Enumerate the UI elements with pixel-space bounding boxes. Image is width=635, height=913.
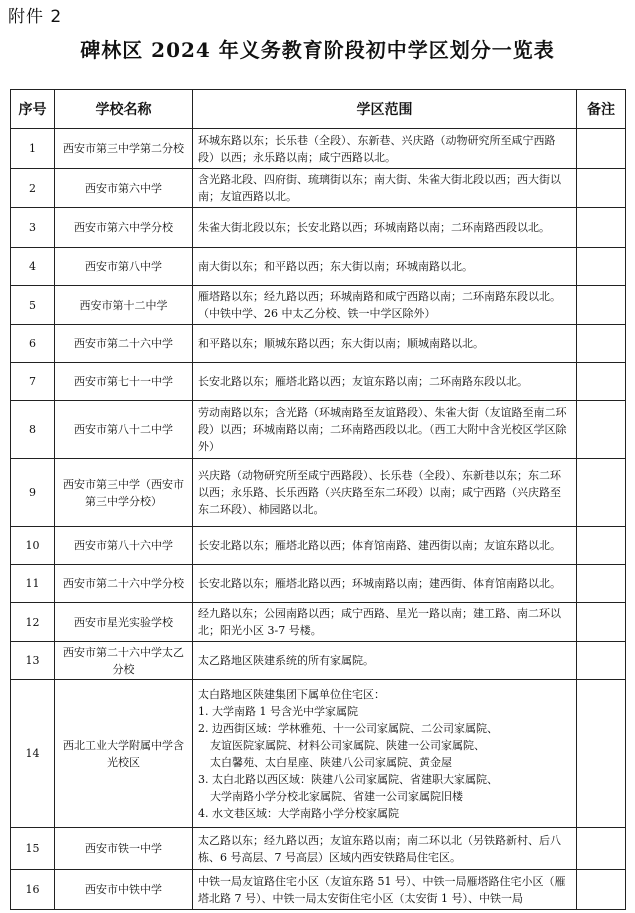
school-name: 西安市第六中学分校 <box>55 208 193 248</box>
note-cell <box>577 129 626 169</box>
district-range: 太乙路地区陕建系统的所有家属院。 <box>193 642 577 680</box>
school-name: 西安市第八十二中学 <box>55 401 193 459</box>
district-range: 朱雀大街北段以东；长安北路以西；环城南路以南；二环南路西段以北。 <box>193 208 577 248</box>
note-cell <box>577 870 626 910</box>
attachment-label: 附件 2 <box>8 7 63 27</box>
header-range: 学区范围 <box>193 90 577 129</box>
page-title: 碑林区 2024 年义务教育阶段初中学区划分一览表 <box>80 38 555 62</box>
school-name: 西北工业大学附属中学含光校区 <box>55 680 193 828</box>
note-cell <box>577 680 626 828</box>
table-row <box>11 565 626 603</box>
note-cell <box>577 642 626 680</box>
district-range: 长安北路以东；雁塔北路以西；友谊东路以南；二环南路东段以北。 <box>193 363 577 401</box>
note-cell <box>577 527 626 565</box>
district-table <box>10 89 626 910</box>
district-range: 太乙路以东；经九路以西；友谊东路以南；南二环以北（另铁路新村、后八栋、6 号高层、7 号高层）区域内西安铁路局住宅区。 <box>193 828 577 870</box>
table-row <box>11 363 626 401</box>
table-row <box>11 248 626 286</box>
district-range: 南大街以东；和平路以西；东大街以南；环城南路以北。 <box>193 248 577 286</box>
range-item: 4. 水文巷区域：大学南路小学分校家属院 <box>198 806 399 820</box>
district-range: 长安北路以东；雁塔北路以西；环城南路以南；建西街、体育馆南路以北。 <box>193 565 577 603</box>
district-range: 和平路以东；顺城东路以西；东大街以南；顺城南路以北。 <box>193 325 577 363</box>
district-range <box>193 680 577 828</box>
row-number: 7 <box>11 363 55 401</box>
table-row <box>11 459 626 527</box>
table-row <box>11 870 626 910</box>
district-range: 经九路以东；公园南路以西；咸宁西路、星光一路以南；建工路、南二环以北；阳光小区 3-7 号楼。 <box>193 603 577 642</box>
district-range: 雁塔路以东；经九路以西；环城南路和咸宁西路以南；二环南路东段以北。（中铁中学、26 中太乙分校、铁一中学区除外） <box>193 286 577 325</box>
header-school: 学校名称 <box>55 90 193 129</box>
row-number: 1 <box>11 129 55 169</box>
note-cell <box>577 459 626 527</box>
school-name: 西安市第六中学 <box>55 169 193 208</box>
note-cell <box>577 169 626 208</box>
district-range: 兴庆路（动物研究所至咸宁西路段）、长乐巷（全段）、东新巷以东；东二环以西；永乐路、长乐西路（兴庆路至东二环段）以南；咸宁西路（兴庆路至东二环段）、柿园路以北。 <box>193 459 577 527</box>
note-cell <box>577 401 626 459</box>
school-name: 西安市第二十六中学分校 <box>55 565 193 603</box>
row-number: 12 <box>11 603 55 642</box>
table-row <box>11 680 626 828</box>
header-note: 备注 <box>577 90 626 129</box>
note-cell <box>577 286 626 325</box>
school-name: 西安市第八中学 <box>55 248 193 286</box>
table-row <box>11 603 626 642</box>
row-number: 16 <box>11 870 55 910</box>
table-row <box>11 169 626 208</box>
district-range: 中铁一局友谊路住宅小区（友谊东路 51 号）、中铁一局雁塔路住宅小区（雁塔北路 7 号）、中铁一局太安街住宅小区（太安街 1 号）、中铁一局 <box>193 870 577 910</box>
range-item-continuation: 大学南路小学分校北家属院、省建一公司家属院旧楼 <box>210 789 463 803</box>
row-number: 8 <box>11 401 55 459</box>
school-name: 西安市第三中学第二分校 <box>55 129 193 169</box>
row-number: 4 <box>11 248 55 286</box>
range-intro: 太白路地区陕建集团下属单位住宅区： <box>198 687 385 701</box>
row-number: 3 <box>11 208 55 248</box>
row-number: 15 <box>11 828 55 870</box>
header-no: 序号 <box>11 90 55 129</box>
table-row <box>11 129 626 169</box>
school-name: 西安市第二十六中学太乙分校 <box>55 642 193 680</box>
table-row <box>11 642 626 680</box>
table-row <box>11 325 626 363</box>
school-name: 西安市第七十一中学 <box>55 363 193 401</box>
range-item: 1. 大学南路 1 号含光中学家属院 <box>198 704 358 718</box>
note-cell <box>577 363 626 401</box>
table-row <box>11 286 626 325</box>
school-name: 西安市第八十六中学 <box>55 527 193 565</box>
table-row <box>11 828 626 870</box>
table-header-row <box>11 90 626 129</box>
range-item: 2. 边西街区域：学林雅苑、十一公司家属院、二公司家属院、 <box>198 721 498 735</box>
table-row <box>11 527 626 565</box>
row-number: 11 <box>11 565 55 603</box>
school-name: 西安市第十二中学 <box>55 286 193 325</box>
table-row <box>11 208 626 248</box>
row-number: 13 <box>11 642 55 680</box>
note-cell <box>577 603 626 642</box>
school-name: 西安市第三中学（西安市第三中学分校） <box>55 459 193 527</box>
school-name: 西安市铁一中学 <box>55 828 193 870</box>
row-number: 9 <box>11 459 55 527</box>
range-item-continuation: 友谊医院家属院、材料公司家属院、陕建一公司家属院、 <box>210 738 485 752</box>
row-number: 2 <box>11 169 55 208</box>
range-item: 3. 太白北路以西区域：陕建八公司家属院、省建职大家属院、 <box>198 772 498 786</box>
note-cell <box>577 565 626 603</box>
range-item-continuation: 太白馨苑、太白星座、陕建八公司家属院、黄金屋 <box>210 755 452 769</box>
note-cell <box>577 325 626 363</box>
row-number: 6 <box>11 325 55 363</box>
district-range: 劳动南路以东；含光路（环城南路至友谊路段）、朱雀大街（友谊路至南二环段）以西；环城南路以南；二环南路西段以北。（西工大附中含光校区学区除外） <box>193 401 577 459</box>
note-cell <box>577 828 626 870</box>
note-cell <box>577 208 626 248</box>
row-number: 14 <box>11 680 55 828</box>
table-row <box>11 401 626 459</box>
school-name: 西安市中铁中学 <box>55 870 193 910</box>
district-range: 环城东路以东；长乐巷（全段）、东新巷、兴庆路（动物研究所至咸宁西路段）以西；永乐路以南；咸宁西路以北。 <box>193 129 577 169</box>
district-range: 含光路北段、四府街、琉璃街以东；南大街、朱雀大街北段以西；西大街以南；友谊西路以北。 <box>193 169 577 208</box>
district-range: 长安北路以东；雁塔北路以西；体育馆南路、建西街以南；友谊东路以北。 <box>193 527 577 565</box>
row-number: 5 <box>11 286 55 325</box>
note-cell <box>577 248 626 286</box>
school-name: 西安市第二十六中学 <box>55 325 193 363</box>
row-number: 10 <box>11 527 55 565</box>
school-name: 西安市星光实验学校 <box>55 603 193 642</box>
